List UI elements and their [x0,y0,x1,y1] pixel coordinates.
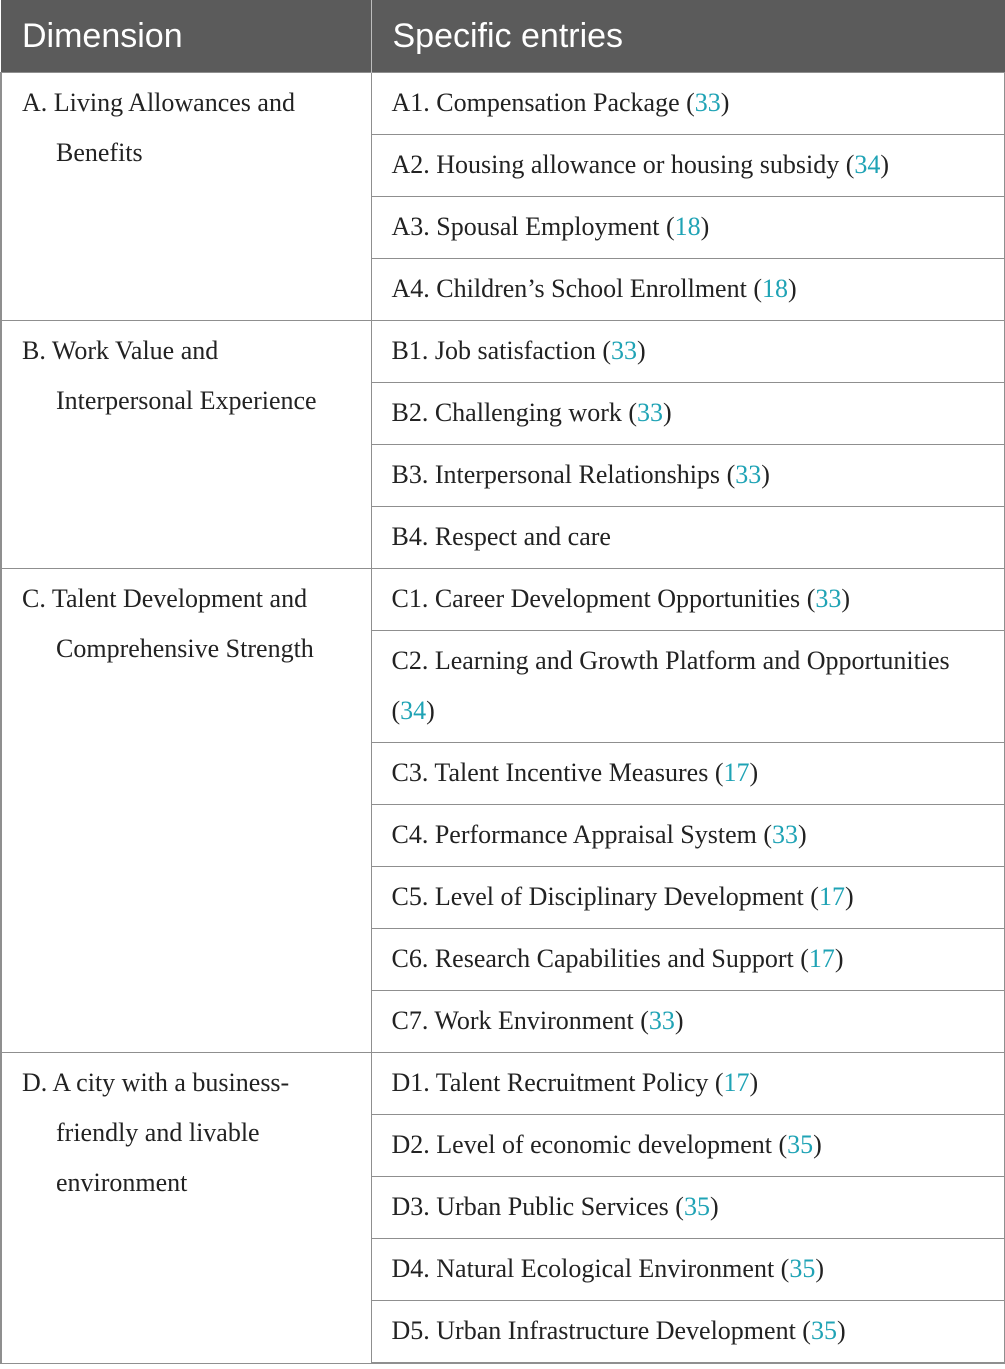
entry-cell [371,929,1005,991]
entry-cell [371,743,1005,805]
dimension-label: D. A city with a business-friendly and livable environment [22,1068,290,1197]
entry-text: A3. Spousal Employment [391,212,660,241]
reference-link[interactable]: 33 [648,1006,675,1035]
entry-cell [371,805,1005,867]
entry-text: B2. Challenging work [391,398,622,427]
reference-citation: (33) [595,336,646,365]
entry-cell [371,631,1005,743]
reference-citation: (18) [659,212,710,241]
entry-cell [371,1239,1005,1301]
reference-citation: (33) [756,820,807,849]
reference-link[interactable]: 17 [723,758,750,787]
entry-text: C3. Talent Incentive Measures [391,758,709,787]
reference-citation: (17) [793,944,844,973]
reference-citation: (17) [708,758,759,787]
entry-cell [371,445,1005,507]
entry-cell [371,1177,1005,1239]
entry-cell [371,259,1005,321]
reference-link[interactable]: 33 [694,88,721,117]
entry-cell [371,867,1005,929]
reference-citation: (35) [771,1130,822,1159]
entry-text: D5. Urban Infrastructure Development [391,1316,796,1345]
entry-text: B3. Interpersonal Relationships [391,460,721,489]
entry-text: B1. Job satisfaction [391,336,596,365]
reference-link[interactable]: 35 [810,1316,837,1345]
reference-link[interactable]: 18 [761,274,788,303]
entry-text: C1. Career Development Opportunities [391,584,801,613]
entry-cell [371,321,1005,383]
reference-link[interactable]: 35 [789,1254,816,1283]
reference-citation: (35) [795,1316,846,1345]
entry-text: D1. Talent Recruitment Policy [391,1068,709,1097]
reference-citation: (33) [621,398,672,427]
reference-citation: (17) [708,1068,759,1097]
reference-citation: (17) [803,882,854,911]
reference-link[interactable]: 35 [683,1192,710,1221]
reference-link[interactable]: 35 [787,1130,814,1159]
table-row [1,321,1005,383]
entry-text: A1. Compensation Package [391,88,680,117]
dimension-label: B. Work Value and Interpersonal Experience [22,336,317,415]
entry-text: D4. Natural Ecological Environment [391,1254,775,1283]
header-specific-entries: Specific entries [371,0,1005,73]
entry-cell [371,73,1005,135]
reference-citation: (33) [633,1006,684,1035]
reference-link[interactable]: 33 [772,820,799,849]
entry-text: D2. Level of economic development [391,1130,772,1159]
table-body [1,73,1005,1364]
reference-link[interactable]: 17 [818,882,845,911]
dimension-cell [1,1053,371,1364]
entry-cell [371,569,1005,631]
entry-text: C4. Performance Appraisal System [391,820,757,849]
reference-link[interactable]: 34 [854,150,881,179]
reference-citation: (34) [839,150,890,179]
header-row [1,0,1005,73]
entry-text: C2. Learning and Growth Platform and Opportunities [391,646,950,675]
reference-citation: (35) [668,1192,719,1221]
reference-citation: (33) [679,88,730,117]
reference-citation: (33) [720,460,770,489]
entry-text: C5. Level of Disciplinary Development [391,882,804,911]
reference-link[interactable]: 33 [611,336,638,365]
entry-cell [371,991,1005,1053]
reference-link[interactable]: 33 [815,584,842,613]
reference-link[interactable]: 34 [400,696,427,725]
entry-text: C6. Research Capabilities and Support [391,944,794,973]
dimension-label: A. Living Allowances and Benefits [22,88,295,167]
entry-text: D3. Urban Public Services [391,1192,669,1221]
table-row [1,569,1005,631]
entry-cell [371,507,1005,569]
entry-text: A4. Children’s School Enrollment [391,274,747,303]
dimension-cell [1,73,371,321]
entry-cell [371,1301,1005,1364]
entry-cell [371,135,1005,197]
reference-link[interactable]: 17 [808,944,835,973]
table-row [1,1053,1005,1115]
entry-text: A2. Housing allowance or housing subsidy [391,150,840,179]
reference-citation: (33) [800,584,851,613]
entry-cell [371,197,1005,259]
reference-link[interactable]: 33 [637,398,664,427]
reference-citation: (35) [774,1254,825,1283]
reference-link[interactable]: 17 [723,1068,750,1097]
reference-citation: (18) [746,274,797,303]
entry-cell [371,383,1005,445]
reference-citation: (34) [391,696,435,725]
dimension-cell [1,569,371,1053]
dimension-cell [1,321,371,569]
entry-text: B4. Respect and care [391,522,611,551]
reference-link[interactable]: 33 [735,460,762,489]
dimension-label: C. Talent Development and Comprehensive Strength [22,584,314,663]
entry-cell [371,1115,1005,1177]
table-row [1,73,1005,135]
entry-text: C7. Work Environment [391,1006,634,1035]
reference-link[interactable]: 18 [674,212,701,241]
header-dimension: Dimension [1,0,371,73]
entry-cell [371,1053,1005,1115]
